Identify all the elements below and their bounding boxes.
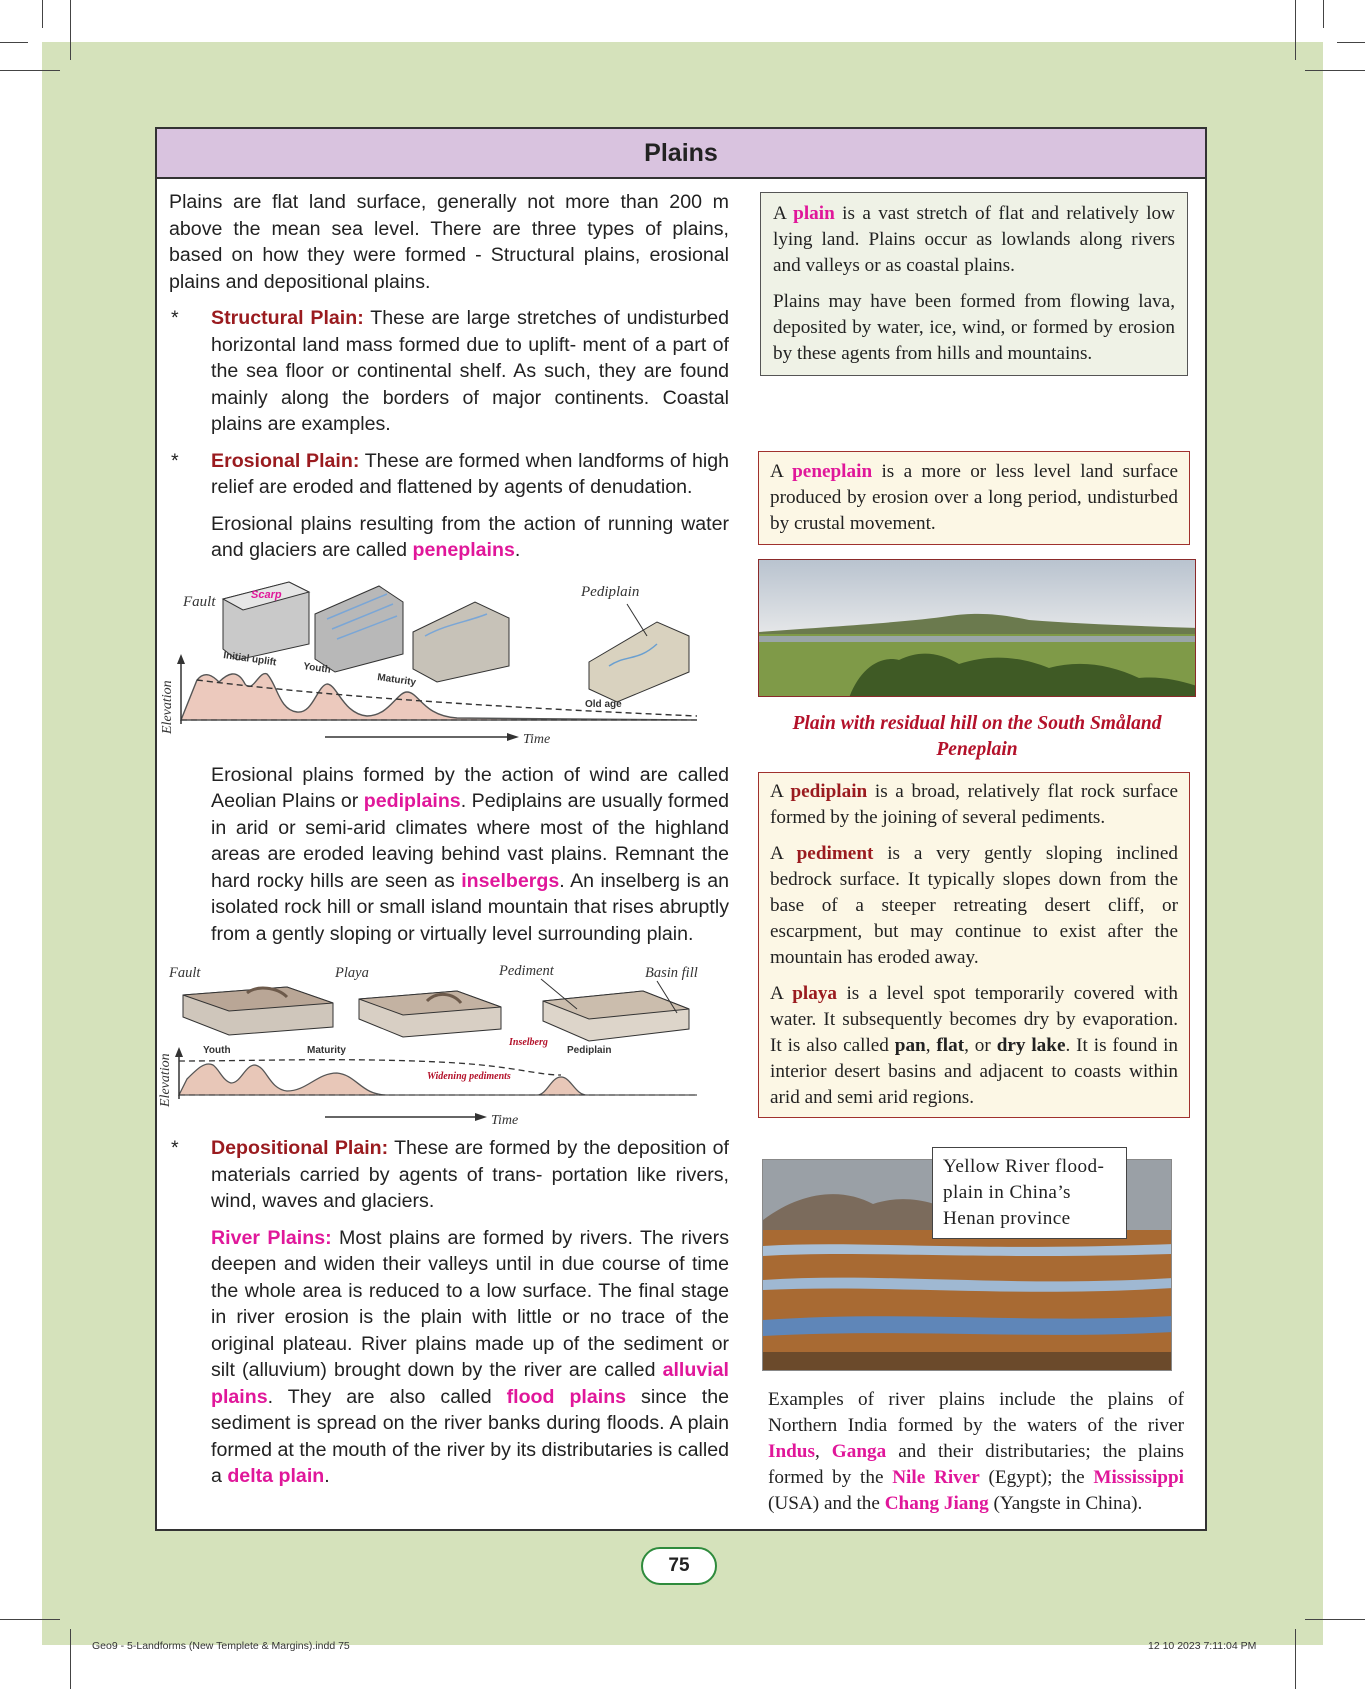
pediplain-label-2: Pediplain [567,1045,612,1056]
flat-term: flat [936,1035,965,1056]
youth-label: Youth [302,660,332,676]
river-bank [763,1352,1172,1371]
fault-label: Fault [183,593,216,610]
crop-mark [70,1629,71,1689]
depositional-plain-item [169,1135,729,1215]
examples-paragraph [768,1387,1184,1517]
pediplain-definition [770,779,1178,831]
pediplain-term: pediplain [790,781,868,802]
peneplain-photo-svg [759,560,1196,697]
bullet-star: * [171,307,179,329]
crop-mark [0,42,28,43]
elevation-label: Elevation [160,679,175,734]
footer-filename: Geo9 - 5-Landforms (New Templete & Margins).indd 75 [92,1640,350,1652]
playa-def-b: is a level spot temporarily covered with water. It subsequently becomes dry by evaporation. It is also called [770,983,1178,1056]
peneplain-paragraph [169,511,729,564]
examples-d: (USA) and the [768,1493,885,1514]
river-plains-examples [760,1387,1192,1517]
playa-term: playa [792,983,838,1004]
pediplains-term: pediplains [363,790,461,812]
crop-mark [1337,42,1365,43]
peneplain-definition [770,459,1178,537]
plain-definition [773,201,1175,279]
river-plains-paragraph [169,1225,729,1490]
time-label: Time [523,731,551,747]
alluvial-plains-term: alluvial plains [211,1359,729,1408]
river-text-d: . [324,1465,330,1487]
pediment-term: pediment [796,843,874,864]
inselbergs-term: inselbergs [461,869,560,892]
playa-label: Playa [335,965,369,981]
flood-plains-term: flood plains [506,1385,627,1408]
crop-mark [42,0,43,28]
aeolian-paragraph [169,762,729,948]
crop-mark [70,0,71,60]
maturity-label-2: Maturity [307,1045,346,1056]
playa-sep2: , or [964,1035,997,1056]
inselberg-label: Inselberg [509,1037,548,1048]
playa-sep1: , [925,1035,937,1056]
erosional-plain-term: Erosional Plain: [211,449,360,472]
pan-term: pan [894,1035,926,1056]
time-arrow [507,733,519,741]
pediment-def-b: is a very gently sloping inclined bedrock surface. It typically slopes down from the base of a steeper retreating desert cliff, or escarpment, but may continue to exist after the mountain has eroded away. [770,843,1178,968]
time-arrow-2 [475,1113,487,1121]
peneplain-term: peneplain [792,461,873,482]
content-panel [155,127,1207,1531]
footer-timestamp: 12 10 2023 7:11:04 PM [1148,1640,1257,1652]
examples-sep1: , [814,1441,832,1462]
page-title: Plains [157,129,1205,179]
time-label-2: Time [491,1113,519,1127]
plain-def-b: is a vast stretch of flat and relatively low lying land. Plains occur as lowlands along rivers and valleys or as coastal plains. [773,203,1175,276]
peneplain-definition-box [758,451,1190,545]
bullet-star: * [171,1137,179,1159]
pediment-label: Pediment [499,963,554,979]
structural-plain-term: Structural Plain: [211,307,364,329]
basin-fill-label: Basin fill [645,965,698,981]
peneplain-text: Erosional plains resulting from the action of running water and glaciers are called [211,512,729,561]
elevation-arrow-2 [175,1047,183,1057]
nile-term: Nile River [892,1467,980,1488]
page-number: 75 [641,1547,717,1585]
aeolian-text-a: Erosional plains formed by the action of wind are called Aeolian Plains or [211,763,729,812]
examples-b: and their distributaries; the plains formed by the [768,1441,1185,1488]
crop-mark [1295,0,1296,60]
pediment-def-a: A [770,843,797,864]
crop-mark [0,70,60,71]
structural-plain-text: These are large stretches of undisturbed horizontal land mass formed due to uplift- ment of a part of the sea floor or continental shelf. As such, they are found mainly along the borders of major continents. Coastal plains are examples. [211,307,729,435]
pediplain-block [589,622,689,702]
indus-term: Indus [768,1441,815,1462]
yellow-river-label-box [932,1147,1127,1239]
pediplain-svg [157,957,737,1127]
crop-mark [1295,1629,1296,1689]
pediplain-def-b: is a broad, relatively flat rock surface formed by the joining of several pediments. [770,781,1178,828]
pediplain-pointer [627,604,647,636]
erosion-cycle-svg [157,574,737,752]
erosional-plain-text: These are formed when landforms of high relief are eroded and flattened by agents of denudation. [211,449,729,498]
depositional-plain-term: Depositional Plain: [211,1137,389,1159]
widening-pediments-label: Widening pediments [427,1071,511,1082]
river-text-b: . They are also called [267,1385,507,1408]
river-plains-term: River Plains: [211,1226,332,1249]
intro-paragraph: Plains are flat land surface, generally not more than 200 m above the mean sea level. There are three types of plains, based on how they were formed - Structural plains, erosional plains and depositional plains. [169,191,729,293]
examples-c: (Egypt); the [979,1467,1094,1488]
pediplain-formation-diagram [157,957,737,1127]
peneplain-def-a: A [770,461,793,482]
examples-a: Examples of river plains include the plains of Northern India formed by the waters of the river [768,1389,1184,1436]
chang-jiang-term: Chang Jiang [884,1493,989,1514]
aeolian-text-c: . An inselberg is an isolated rock hill or small island mountain that rises abruptly from a gently sloping or virtually level surrounding plain. [211,869,729,945]
fault-label-2: Fault [169,965,201,981]
scarp-label: Scarp [251,588,282,601]
crop-mark [1305,70,1365,71]
bullet-star: * [171,449,179,472]
playa-def-c: . It is found in interior desert basins and adjacent to coasts within arid and semi arid regions. [770,1035,1179,1108]
peneplain-def-b: is a more or less level land surface produced by erosion over a long period, undisturbed by crustal movement. [770,461,1178,534]
pediplain-label: Pediplain [581,583,640,600]
water-strip [759,636,1196,642]
examples-e: (Yangste in China). [988,1493,1143,1514]
river-text-a: Most plains are formed by rivers. The rivers deepen and widen their valleys until in due course of time the whole area is reduced to a low surface. The final stage in river erosion is the plain with little or no trace of the original plateau. River plains made up of the sediment or silt (alluvium) brought down by the river are called [211,1226,729,1381]
pediplain-definition-box [758,772,1190,1118]
dry-lake-term: dry lake [996,1035,1066,1056]
initial-uplift-label: Initial uplift [222,649,277,668]
youth-block [315,586,403,672]
ganga-term: Ganga [831,1441,887,1462]
peneplain-photo-caption: Plain with residual hill on the South Småland Peneplain [792,713,1162,760]
erosion-cycle-diagram [157,574,737,752]
pediplain-def-a: A [770,781,791,802]
river-channel-3 [763,1316,1172,1336]
peneplains-term: peneplains [412,539,515,561]
maturity-label: Maturity [376,671,417,688]
plain-formation: Plains may have been formed from flowing lava, deposited by water, ice, wind, or formed by erosion by these agents from hills and mountains. [773,291,1175,364]
elevation-label-2: Elevation [158,1053,173,1107]
peneplain-period: . [514,539,521,561]
plain-def-a: A [773,203,794,224]
mississippi-term: Mississippi [1093,1467,1184,1488]
erosional-plain-item [169,448,729,501]
crop-mark [1323,0,1324,28]
pediment-definition [770,841,1178,971]
plain-definition-box [760,192,1188,376]
structural-plain-item [169,305,729,438]
peneplain-photo [758,559,1196,697]
aeolian-text-b: . Pediplains are usually formed in arid or semi-arid climates where most of the highland areas are eroded leaving behind vast plains. Remnant the hard rocky hills are seen as [211,790,730,892]
old-age-label: Old age [585,698,622,710]
crop-mark [0,1619,60,1620]
river-text-c: since the sediment is spread on the river banks during floods. A plain formed at the mouth of the river by its distributaries is called a [211,1385,730,1487]
playa-def-a: A [770,983,793,1004]
maturity-block [413,602,509,682]
plain-term: plain [793,203,835,224]
delta-plain-term: delta plain [227,1465,325,1487]
left-column [158,189,730,1500]
elevation-arrow [177,654,185,664]
depositional-plain-text: These are formed by the deposition of materials carried by agents of trans- portation like rivers, wind, waves and glaciers. [211,1137,729,1212]
youth-label-2: Youth [203,1045,231,1056]
playa-definition [770,981,1178,1111]
yellow-river-label: Yellow River flood- plain in China’s Henan province [943,1156,1105,1229]
crop-mark [1305,1619,1365,1620]
